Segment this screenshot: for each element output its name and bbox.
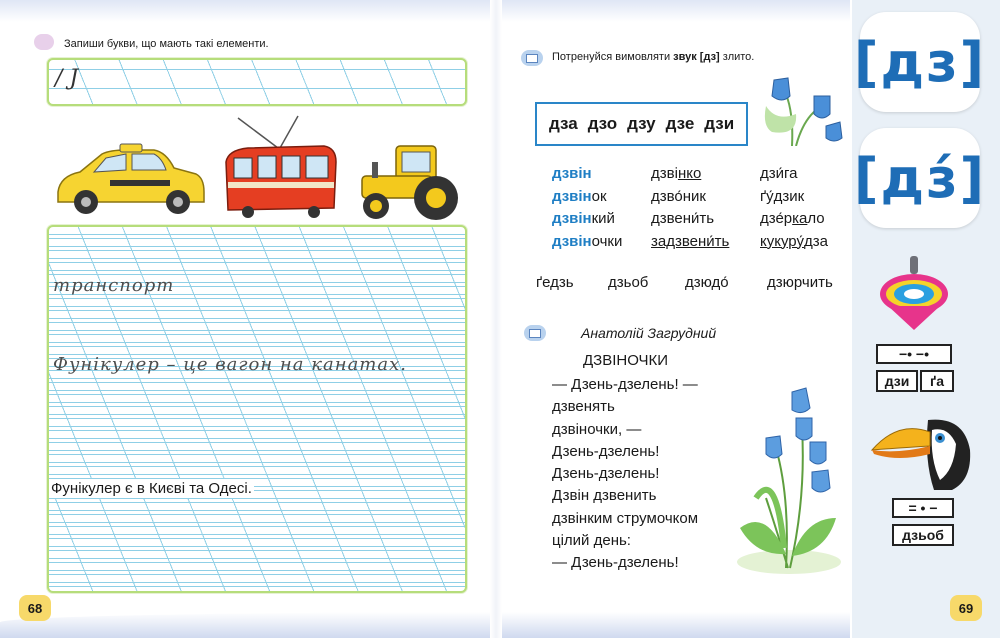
tram-picture xyxy=(218,112,342,224)
poem-line: — Дзень-дзелень! xyxy=(552,554,679,572)
instruction-prefix: Потренуйся вимовляти xyxy=(552,51,671,63)
spin-top-word xyxy=(876,370,954,392)
word-item: кукуру́дза xyxy=(760,232,828,250)
toucan-sound-scheme: = • − xyxy=(892,498,954,518)
word-column-1 xyxy=(552,163,622,253)
word-item: дзвінкий xyxy=(552,210,615,227)
stroke-practice-box xyxy=(47,58,467,106)
syllable: дзо xyxy=(587,114,618,133)
letter-tile-hard xyxy=(853,12,987,112)
poem-line: дзвіночки, — xyxy=(552,420,642,438)
poem-line: дзвенять xyxy=(552,398,615,416)
page-number-left: 68 xyxy=(19,595,51,621)
poem-line: Дзень-дзелень! xyxy=(552,442,660,460)
bluebell-picture-bottom xyxy=(736,378,842,574)
handwriting-practice-box xyxy=(47,225,467,593)
toucan-word: дзьоб xyxy=(892,524,954,546)
word-item: дзи́га xyxy=(760,165,798,182)
syllable: дзе xyxy=(665,114,695,133)
page-number-right: 69 xyxy=(950,595,982,621)
poem-line: Дзвін дзвенить xyxy=(552,487,657,505)
word-item: задзвени́ть xyxy=(651,232,730,250)
letter-tile-soft xyxy=(853,128,987,228)
read-task-icon xyxy=(521,50,543,66)
poem-line: цілий день: xyxy=(552,532,631,550)
poem-body xyxy=(552,374,698,575)
word-item: дзе́ркало xyxy=(760,210,825,227)
poem-line: дзвінким струмочком xyxy=(552,509,699,527)
instruction-suffix: злито. xyxy=(722,51,755,63)
poem-line: — Дзень-дзелень! — xyxy=(552,376,698,393)
word-item: дзво́ник xyxy=(651,187,706,205)
bottom-wave-decoration xyxy=(0,612,850,638)
tractor-picture xyxy=(352,140,464,222)
syllable: дзи xyxy=(704,114,735,133)
word-column-3 xyxy=(760,163,828,253)
word-item: дзвени́ть xyxy=(651,210,715,227)
bluebell-picture-top xyxy=(752,66,844,146)
instruction-bold: звук [дз] xyxy=(673,51,720,63)
spin-top-sound-scheme: −• −• xyxy=(876,344,952,364)
read-poem-icon xyxy=(524,325,546,341)
copy-sentence-handwritten: Фунікулер – це вагон на канатах. xyxy=(53,354,407,375)
poem-author: Анатолій Загрудний xyxy=(581,325,717,341)
taxi-picture xyxy=(50,140,208,220)
right-instruction xyxy=(552,51,754,63)
extra-word: дзьоб xyxy=(608,274,649,291)
top-wave-decoration xyxy=(0,0,850,22)
spin-top-syllable-1: дзи xyxy=(876,370,918,392)
poem-title: ДЗВІНОЧКИ xyxy=(583,352,669,369)
word-item: дзвінок xyxy=(552,187,607,205)
page-spine xyxy=(490,0,502,638)
syllable-box xyxy=(535,102,748,146)
spin-top-syllable-2: ґа xyxy=(920,370,954,392)
sample-strokes: / J xyxy=(55,66,79,91)
poem-line: Дзень-дзелень! xyxy=(552,465,660,483)
word-item: дзвін xyxy=(552,165,592,182)
task-instruction: Запиши букви, що мають такі елементи. xyxy=(64,38,269,50)
extra-word: дзюрчить xyxy=(767,274,833,291)
word-item: дзвіночки xyxy=(552,232,623,250)
extra-word: дзюдо́ xyxy=(685,274,729,291)
syllable: дзу xyxy=(627,114,656,133)
spinning-top-picture xyxy=(876,254,954,334)
lesson-word-handwritten: транспорт xyxy=(53,275,175,296)
pencil-task-icon xyxy=(34,34,54,50)
syllable: дза xyxy=(549,114,578,133)
extra-word: ґедзь xyxy=(536,274,574,291)
toucan-picture xyxy=(868,410,974,492)
letter-dz-soft: [дз́] xyxy=(853,146,987,210)
word-column-2 xyxy=(651,163,729,253)
answer-sentence: Фунікулер є в Києві та Одесі. xyxy=(51,480,252,497)
word-item: дзвінко xyxy=(651,165,702,182)
letter-dz-hard: [дз] xyxy=(853,30,987,94)
word-item: ґу́дзик xyxy=(760,187,805,205)
